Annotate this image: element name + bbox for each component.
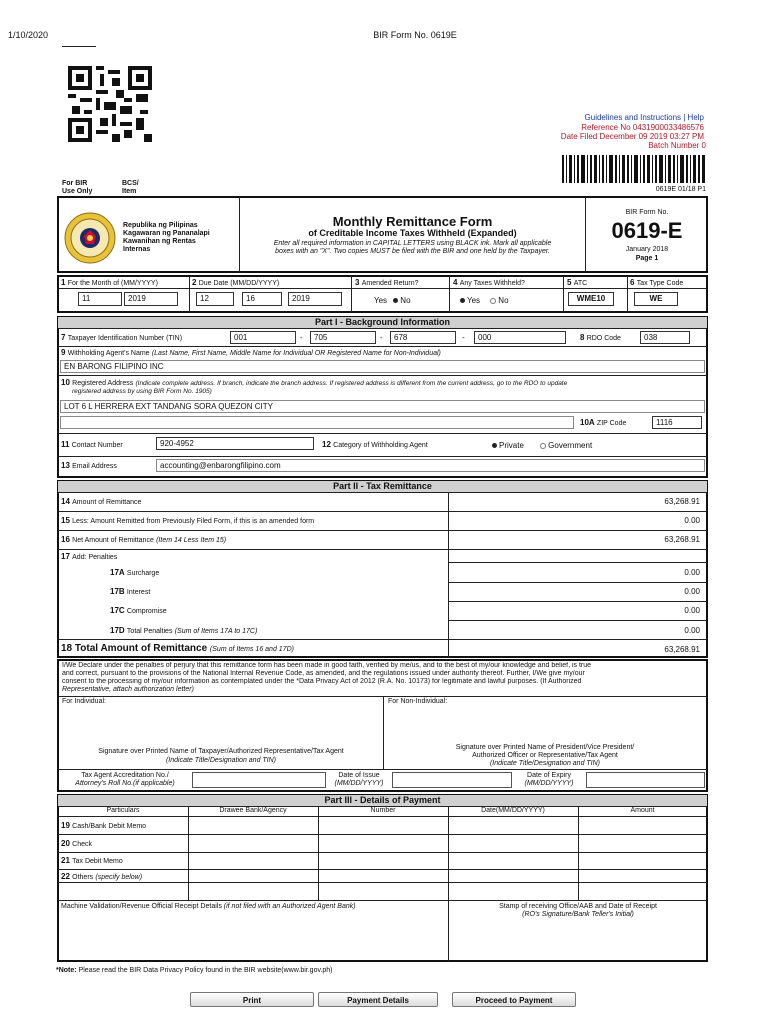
form-header-title: BIR Form No. 0619E [373,30,457,40]
item-22-label: 22 Others (specify below) [61,872,143,881]
item-7-label: 7 Taxpayer Identification Number (TIN) [61,333,183,342]
taxes-withheld-options [460,296,509,305]
amended-return-options [374,296,411,305]
col-amount: Amount [630,807,655,814]
date-of-issue-field[interactable] [392,772,512,788]
tax-type-field[interactable]: WE [634,292,678,306]
qr-code-icon [68,66,152,142]
main-form-title: Monthly Remittance Form [332,214,493,229]
withholding-agent-name-field[interactable]: EN BARONG FILIPINO INC [60,360,705,373]
form-no-label: BIR Form No. [625,209,669,216]
due-day-field[interactable]: 16 [242,292,282,306]
item-label: Item [122,188,137,195]
privacy-note: *Note: Please read the BIR Data Privacy Policy found in the BIR website(www.bir.gov.ph) [56,967,333,974]
item-17b-label: 17B Interest [110,587,151,596]
for-bir-label: For BIR [62,180,88,187]
col-date: Date(MM/DD/YYYY) [481,807,545,814]
government-radio[interactable] [540,443,546,449]
part-1-title: Part I - Background Information [314,317,450,327]
agent-category-options [492,441,592,450]
item-8-label: 8 RDO Code [580,333,621,342]
zip-code-field[interactable]: 1116 [652,416,702,429]
tin-part-2[interactable]: 705 [310,331,376,344]
agency-line-2: Kagawaran ng Pananalapi [123,230,210,237]
date-of-issue-label-1: Date of Issue [338,772,380,779]
date-underline [62,46,96,47]
due-month-field[interactable]: 12 [196,292,234,306]
item-16-amount[interactable]: 63,268.91 [664,535,700,544]
guidelines-link[interactable]: Guidelines and Instructions | Help [584,113,704,122]
item-3-label: 3 Amended Return? [355,278,419,287]
item-15-label: 15 Less: Amount Remitted from Previously Filed Form, if this is an amended form [61,516,315,525]
form-version-date: January 2018 [625,246,669,253]
email-address-field[interactable]: accounting@enbarongfilipino.com [156,459,705,472]
declaration-line-3: consent to the processing of my/our information as contemplated under the *Data Privacy Act of 2012 (R.A. No. 10173) for legitimate and lawful purposes. (If Authorized [62,678,582,685]
tin-part-1[interactable]: 001 [230,331,296,344]
withheld-yes-radio[interactable] [460,298,465,303]
tax-agent-line-1: Tax Agent Accreditation No./ [81,772,169,779]
bir-seal-icon [64,212,116,264]
item-4-label: 4 Any Taxes Withheld? [453,278,525,287]
item-9-label: 9 Withholding Agent's Name (Last Name, First Name, Middle Name for Individual OR Registered Name for Non-Individual) [61,348,441,357]
col-drawee-bank: Drawee Bank/Agency [219,807,287,814]
item-13-label: 13 Email Address [61,461,117,470]
due-year-field[interactable]: 2019 [288,292,342,306]
month-field[interactable]: 11 [78,292,122,306]
date-of-expiry-field[interactable] [586,772,705,788]
signature-left-line-2: (Indicate Title/Designation and TIN) [165,757,277,764]
item-18-label: 18 Total Amount of Remittance (Sum of Items 16 and 17D) [61,643,294,654]
item-17-label: 17 Add: Penalties [61,552,118,561]
item-19-label: 19 Cash/Bank Debit Memo [61,821,147,830]
barcode-icon [562,155,706,183]
part-2-title: Part II - Tax Remittance [333,481,432,491]
item-16-label: 16 Net Amount of Remittance (Item 14 Less Item 15) [61,535,227,544]
declaration-line-4: Representative, attach authorization letter) [62,686,194,693]
tax-agent-line-2: Attorney's Roll No.(if applicable) [75,780,175,787]
item-11-label: 11 Contact Number [61,440,123,449]
item-18-amount[interactable]: 63,268.91 [664,645,700,654]
amended-yes-label: Yes [374,296,388,305]
item-5-label: 5 ATC [567,278,588,287]
date-of-issue-label-2: (MM/DD/YYYY) [334,780,384,787]
col-number: Number [370,807,396,814]
agency-line-1: Republika ng Pilipinas [123,222,198,229]
form-instruction-2: boxes with an "X". Two copies MUST be filed with the BIR and one held by the Taxpayer. [275,248,550,255]
use-only-label: Use Only [62,188,93,195]
barcode-code: 0619E 01/18 P1 [655,186,706,193]
agency-line-4: Internas [123,246,151,253]
for-non-individual-label: For Non-Individual: [388,698,448,705]
part-3-details-of-payment [57,794,708,962]
withheld-no-label: No [498,296,509,305]
signature-right-line-2: Authorized Officer or Representative/Tax Agent [472,752,618,759]
year-field[interactable]: 2019 [124,292,178,306]
batch-number: Batch Number 0 [648,141,706,150]
part-3-title: Part III - Details of Payment [324,795,441,805]
item-20-label: 20 Check [61,839,92,848]
signature-left-line-1: Signature over Printed Name of Taxpayer/Authorized Representative/Tax Agent [98,748,344,755]
item-6-label: 6 Tax Type Code [630,278,684,287]
item-1-label: 1 For the Month of (MM/YYYY) [61,278,158,287]
withheld-yes-label: Yes [467,296,481,305]
rdo-code-field[interactable]: 038 [640,331,690,344]
item-17b-amount[interactable]: 0.00 [684,587,700,596]
item-10a-label: 10A ZIP Code [580,418,627,427]
item-12-label: 12 Category of Withholding Agent [322,440,428,449]
item-17c-amount[interactable]: 0.00 [684,606,700,615]
signature-right-line-3: (Indicate Title/Designation and TIN) [489,760,601,767]
tin-part-3[interactable]: 678 [390,331,456,344]
item-14-amount[interactable]: 63,268.91 [664,497,700,506]
col-particulars: Particulars [106,807,140,814]
signature-right-line-1: Signature over Printed Name of President/Vice President/ [455,744,635,751]
form-number: 0619-E [611,218,683,243]
print-date: 1/10/2020 [8,30,49,40]
item-10-label: 10 Registered Address (Indicate complete address. If branch, indicate the branch address. If registered address is different from the current address, go to the RDO to update [61,378,568,387]
private-label: Private [499,441,524,450]
item-17d-label: 17D Total Penalties (Sum of Items 17A to 17C) [110,626,258,635]
payment-details-button[interactable]: Payment Details [318,992,438,1007]
declaration-line-1: I/We Declare under the penalties of perjury that this remittance form has been made in good faith, verified by me/us, and to the best of my/our knowledge and belief, is true [62,662,592,669]
agency-line-3: Kawanihan ng Rentas [123,238,196,245]
amended-no-label: No [400,296,411,305]
item-14-label: 14 Amount of Remittance [61,497,142,506]
tin-part-4[interactable]: 000 [474,331,566,344]
item-15-amount[interactable]: 0.00 [684,516,700,525]
registered-address-line-2[interactable] [60,416,574,429]
form-instruction-1: Enter all required information in CAPITAL LETTERS using BLACK ink. Mark all applicable [273,240,552,247]
amended-no-radio[interactable] [393,298,398,303]
private-radio[interactable] [492,443,497,448]
item-17a-amount[interactable]: 0.00 [684,568,700,577]
stamp-signature-label: (RO's Signature/Bank Teller's Initial) [522,911,634,918]
item-17a-label: 17A Surcharge [110,568,160,577]
for-individual-label: For Individual: [62,698,106,705]
item-17c-label: 17C Compromise [110,606,167,615]
page-number: Page 1 [635,255,659,262]
item-21-label: 21 Tax Debit Memo [61,856,123,865]
reference-number: Reference No 0431900033486576 [581,123,704,132]
registered-address-field[interactable]: LOT 6 L HERRERA EXT TANDANG SORA QUEZON CITY [60,400,705,413]
date-filed: Date Filed December 09 2019 03:27 PM [560,132,704,141]
form-subtitle: of Creditable Income Taxes Withheld (Expanded) [308,228,517,238]
withheld-no-radio[interactable] [490,298,496,304]
proceed-to-payment-button[interactable]: Proceed to Payment [452,992,576,1007]
atc-field[interactable]: WME10 [568,292,614,306]
declaration-line-2: and correct, pursuant to the provisions of the National Internal Revenue Code, as amended, and the regulations issued under authority thereof. Further, I/We give my/our [62,670,585,677]
print-button[interactable]: Print [190,992,314,1007]
government-label: Government [548,441,593,450]
date-of-expiry-label-2: (MM/DD/YYYY) [524,780,574,787]
date-of-expiry-label-1: Date of Expiry [527,772,571,779]
tax-agent-accreditation-field[interactable] [192,772,326,788]
contact-number-field[interactable]: 920-4952 [156,437,314,450]
item-10-hint-2: registered address by using BIR Form No. 1905) [72,388,212,395]
bcs-label: BCS/ [122,180,139,187]
machine-validation-label: Machine Validation/Revenue Official Receipt Details (if not filed with an Authorized Agent Bank) [61,903,356,910]
stamp-receiving-office-label: Stamp of receiving Office/AAB and Date of Receipt [499,903,657,910]
item-17d-amount[interactable]: 0.00 [684,626,700,635]
item-2-label: 2 Due Date (MM/DD/YYYY) [192,278,280,287]
